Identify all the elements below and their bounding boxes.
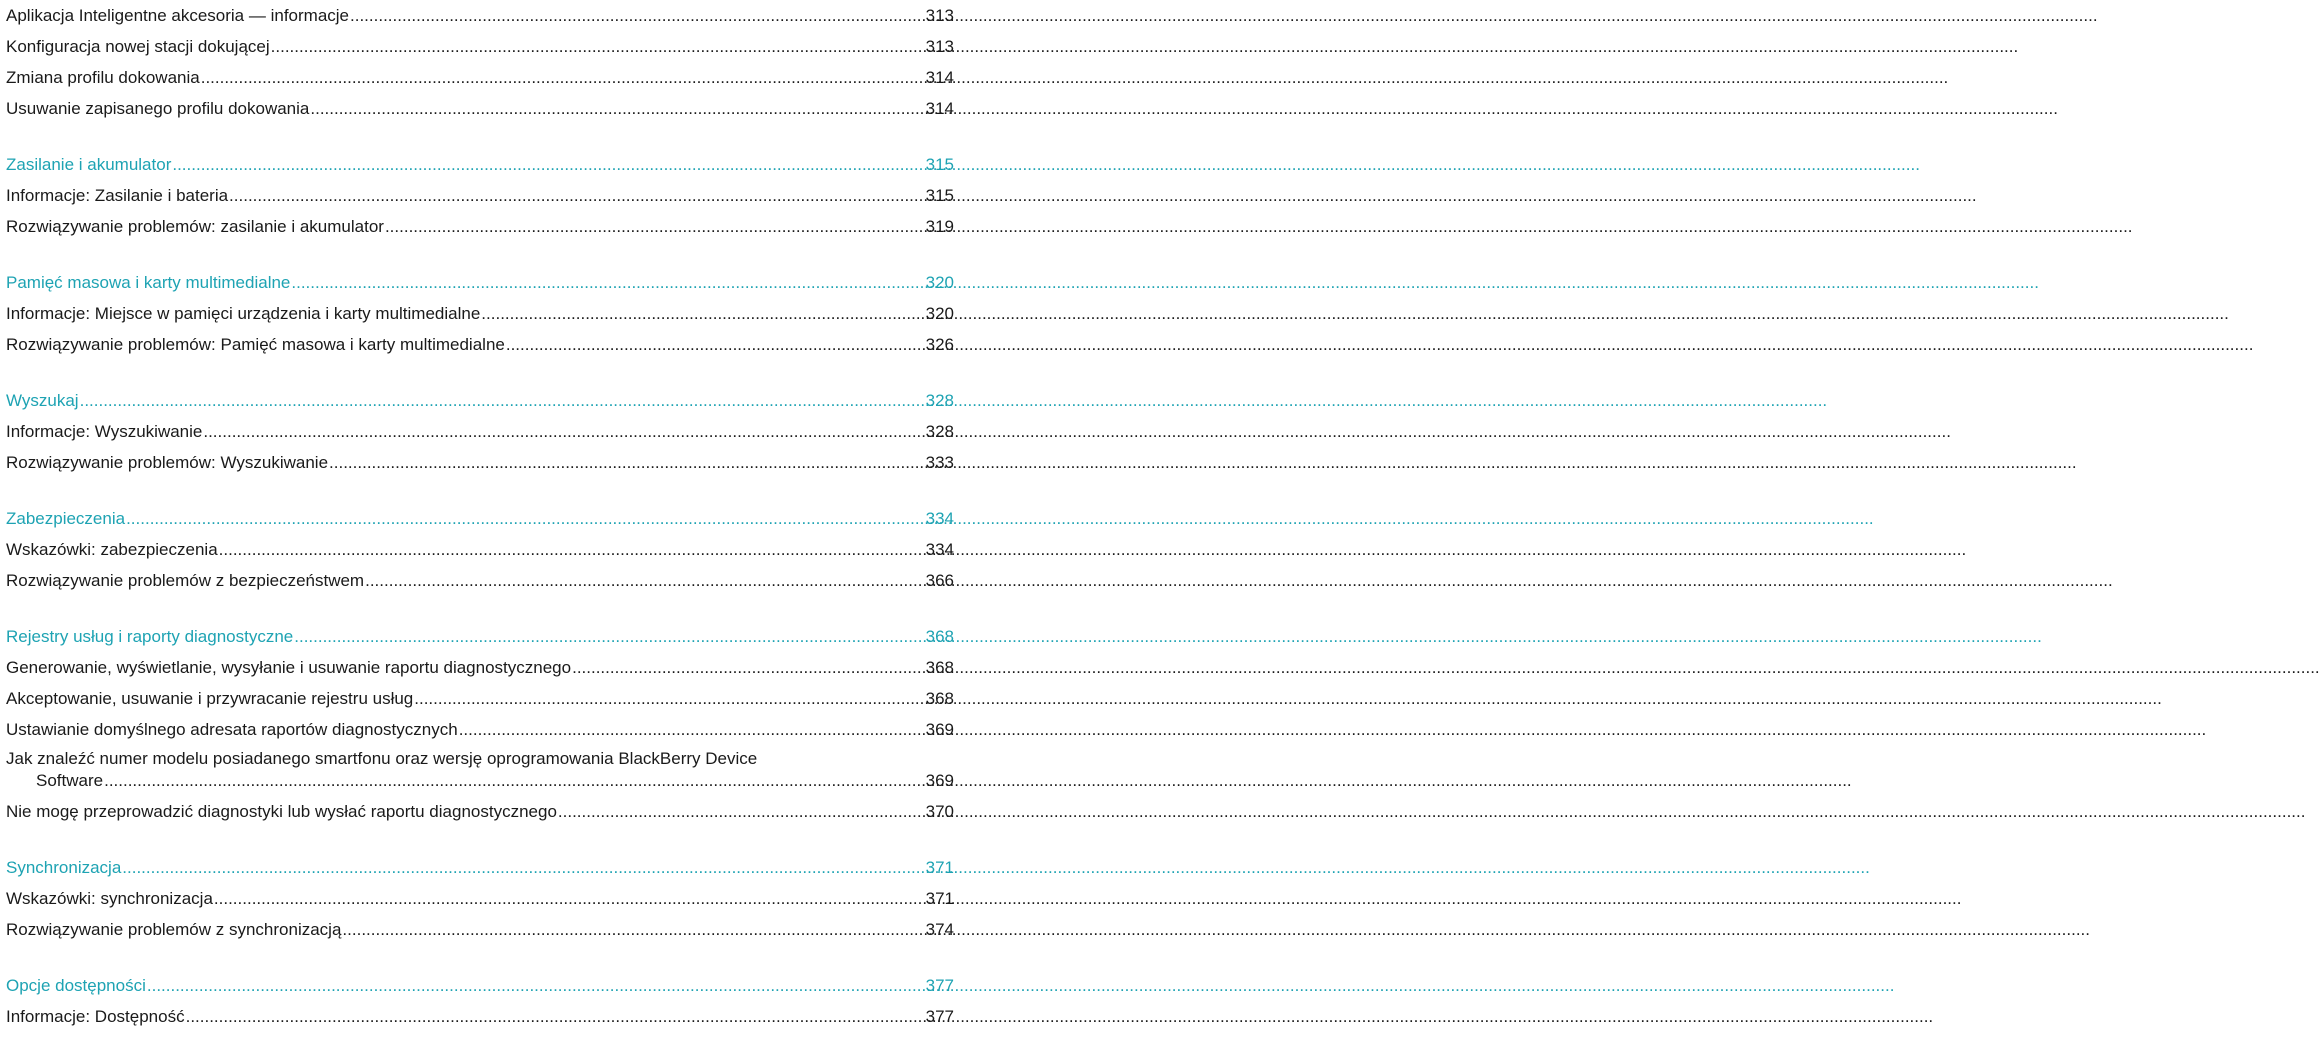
toc-entry-page: 371 xyxy=(925,858,954,877)
toc-entry-title: Konfiguracja nowej stacji dokującej xyxy=(6,37,270,56)
table-of-contents xyxy=(6,0,954,1057)
toc-entry[interactable] xyxy=(6,534,954,565)
toc-entry[interactable] xyxy=(6,883,954,914)
dot-leader xyxy=(126,509,918,528)
toc-entry-title: Zabezpieczenia xyxy=(6,509,126,528)
dot-leader xyxy=(104,770,918,792)
toc-entry-page: 320 xyxy=(925,304,954,323)
toc-entry-page: 377 xyxy=(925,976,954,995)
toc-entry[interactable] xyxy=(6,62,954,93)
toc-entry-title: Wskazówki: synchronizacja xyxy=(6,889,213,908)
dot-leader xyxy=(329,453,918,472)
toc-entry-title: Informacje: Zasilanie i bateria xyxy=(6,186,229,205)
dot-leader xyxy=(80,391,918,410)
toc-entry-page: 313 xyxy=(925,37,954,56)
toc-entry-title: Ustawianie domyślnego adresata raportów diagnostycznych xyxy=(6,720,458,739)
dot-leader xyxy=(342,920,918,939)
dot-leader xyxy=(214,889,918,908)
toc-entry-page: 314 xyxy=(925,68,954,87)
toc-group xyxy=(6,970,954,1032)
toc-entry-title: Wskazówki: zabezpieczenia xyxy=(6,540,218,559)
toc-entry-title: Jak znaleźć numer modelu posiadanego smartfonu oraz wersję oprogramowania BlackBerry Device xyxy=(6,749,758,768)
toc-entry[interactable] xyxy=(6,565,954,596)
toc-section-heading[interactable] xyxy=(6,970,954,1001)
toc-entry-page: 333 xyxy=(925,453,954,472)
toc-entry-page: 374 xyxy=(925,920,954,939)
toc-entry[interactable] xyxy=(6,652,954,683)
toc-entry-page: 314 xyxy=(925,99,954,118)
toc-entry-page: 319 xyxy=(925,217,954,236)
dot-leader xyxy=(219,540,918,559)
toc-entry[interactable] xyxy=(6,1001,954,1032)
toc-entry[interactable] xyxy=(6,416,954,447)
toc-entry-title-continued: Software xyxy=(36,771,104,790)
toc-entry[interactable] xyxy=(6,329,954,360)
dot-leader xyxy=(385,217,918,236)
toc-entry-page: 377 xyxy=(925,1007,954,1026)
dot-leader xyxy=(203,422,918,441)
toc-entry-continuation xyxy=(6,770,954,792)
toc-section-heading[interactable] xyxy=(6,503,954,534)
toc-section-heading[interactable] xyxy=(6,852,954,883)
toc-entry-title: Rozwiązywanie problemów: Pamięć masowa i karty multimedialne xyxy=(6,335,505,354)
toc-entry-title: Generowanie, wyświetlanie, wysyłanie i usuwanie raportu diagnostycznego xyxy=(6,658,572,677)
toc-entry-page: 366 xyxy=(925,571,954,590)
toc-entry-page: 369 xyxy=(925,720,954,739)
toc-entry-title: Wyszukaj xyxy=(6,391,79,410)
dot-leader xyxy=(291,273,918,292)
dot-leader xyxy=(147,976,918,995)
toc-entry-page: 328 xyxy=(925,391,954,410)
toc-group xyxy=(6,149,954,242)
toc-entry-title: Rozwiązywanie problemów z bezpieczeństwem xyxy=(6,571,365,590)
toc-entry[interactable] xyxy=(6,714,954,745)
toc-entry-title: Opcje dostępności xyxy=(6,976,146,995)
dot-leader xyxy=(201,68,918,87)
dot-leader xyxy=(294,627,918,646)
toc-group xyxy=(6,267,954,360)
dot-leader xyxy=(506,335,918,354)
toc-entry-title: Usuwanie zapisanego profilu dokowania xyxy=(6,99,310,118)
dot-leader xyxy=(350,6,918,25)
toc-entry-page: 320 xyxy=(925,273,954,292)
dot-leader xyxy=(172,155,918,174)
toc-entry-title: Akceptowanie, usuwanie i przywracanie rejestru usług xyxy=(6,689,414,708)
toc-group xyxy=(6,503,954,596)
dot-leader xyxy=(572,658,918,677)
dot-leader xyxy=(558,802,918,821)
toc-entry-page: 368 xyxy=(925,689,954,708)
toc-entry-page: 334 xyxy=(925,540,954,559)
toc-entry-page: 368 xyxy=(925,627,954,646)
toc-section-heading[interactable] xyxy=(6,621,954,652)
toc-entry[interactable] xyxy=(6,298,954,329)
toc-entry-title: Nie mogę przeprowadzić diagnostyki lub wysłać raportu diagnostycznego xyxy=(6,802,557,821)
toc-entry-title: Rozwiązywanie problemów: zasilanie i akumulator xyxy=(6,217,384,236)
dot-leader xyxy=(414,689,918,708)
toc-entry-title: Aplikacja Inteligentne akcesoria — informacje xyxy=(6,6,350,25)
toc-entry[interactable] xyxy=(6,93,954,124)
toc-entry-title: Pamięć masowa i karty multimedialne xyxy=(6,273,291,292)
toc-entry-page: 368 xyxy=(925,658,954,677)
toc-section-heading[interactable] xyxy=(6,149,954,180)
dot-leader xyxy=(365,571,918,590)
toc-entry-page: 328 xyxy=(925,422,954,441)
toc-entry[interactable] xyxy=(6,745,954,796)
toc-entry[interactable] xyxy=(6,683,954,714)
toc-entry-title: Informacje: Dostępność xyxy=(6,1007,185,1026)
toc-entry-page: 370 xyxy=(925,802,954,821)
toc-entry-page: 315 xyxy=(925,155,954,174)
dot-leader xyxy=(481,304,918,323)
toc-entry[interactable] xyxy=(6,0,954,31)
toc-entry[interactable] xyxy=(6,914,954,945)
dot-leader xyxy=(122,858,918,877)
toc-entry-title: Synchronizacja xyxy=(6,858,122,877)
toc-entry-title: Zasilanie i akumulator xyxy=(6,155,172,174)
toc-entry-page: 326 xyxy=(925,335,954,354)
toc-group xyxy=(6,852,954,945)
toc-entry-page: 334 xyxy=(925,509,954,528)
toc-section-heading[interactable] xyxy=(6,267,954,298)
dot-leader xyxy=(271,37,918,56)
toc-entry-page: 315 xyxy=(925,186,954,205)
toc-entry-title: Informacje: Wyszukiwanie xyxy=(6,422,203,441)
dot-leader xyxy=(459,720,918,739)
toc-entry-title: Rozwiązywanie problemów z synchronizacją xyxy=(6,920,342,939)
toc-entry-page: 369 xyxy=(925,771,954,790)
toc-group xyxy=(6,0,954,124)
toc-entry-title: Zmiana profilu dokowania xyxy=(6,68,200,87)
toc-entry-title: Rozwiązywanie problemów: Wyszukiwanie xyxy=(6,453,329,472)
dot-leader xyxy=(310,99,918,118)
toc-entry[interactable] xyxy=(6,796,954,827)
toc-entry-title: Rejestry usług i raporty diagnostyczne xyxy=(6,627,294,646)
dot-leader xyxy=(229,186,918,205)
toc-entry[interactable] xyxy=(6,211,954,242)
toc-section-heading[interactable] xyxy=(6,385,954,416)
toc-group xyxy=(6,621,954,827)
toc-entry[interactable] xyxy=(6,31,954,62)
toc-entry-page: 371 xyxy=(925,889,954,908)
toc-entry-page: 313 xyxy=(925,6,954,25)
toc-group xyxy=(6,385,954,478)
toc-entry[interactable] xyxy=(6,447,954,478)
toc-entry-title: Informacje: Miejsce w pamięci urządzenia i karty multimedialne xyxy=(6,304,481,323)
toc-entry[interactable] xyxy=(6,180,954,211)
dot-leader xyxy=(186,1007,918,1026)
